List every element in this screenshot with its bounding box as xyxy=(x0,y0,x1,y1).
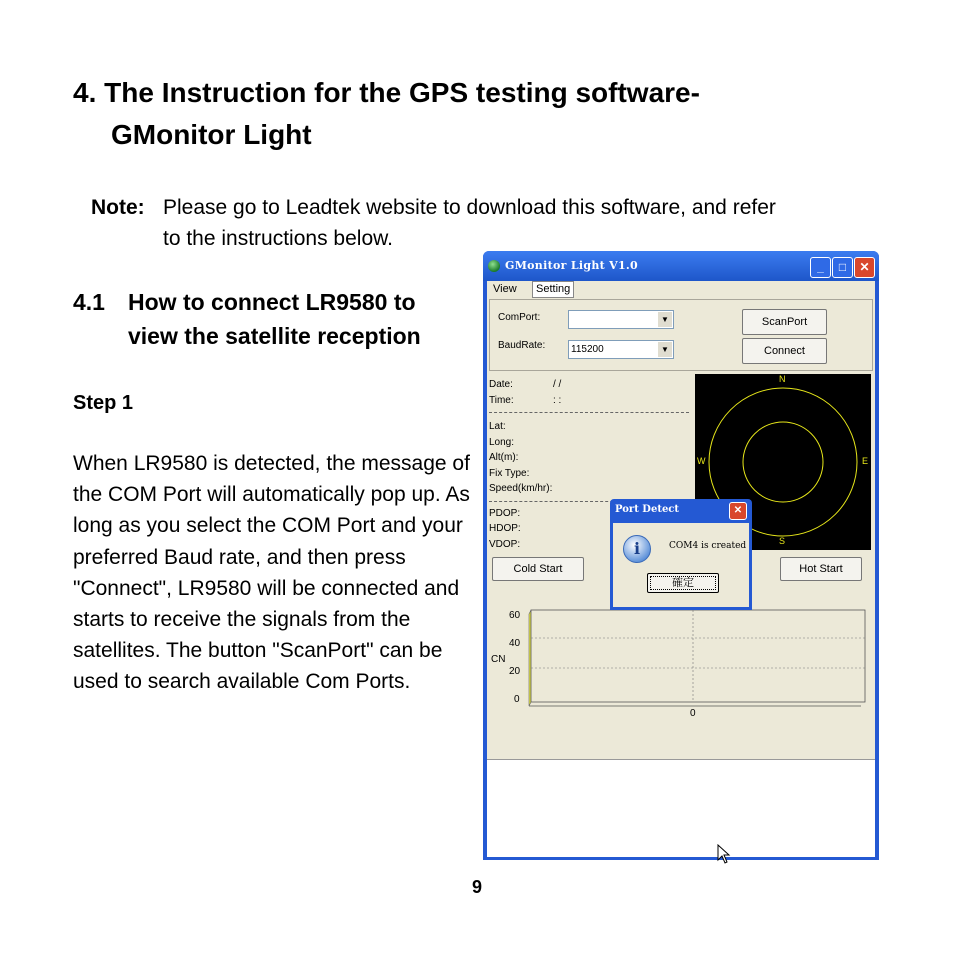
dialog-title: Port Detect xyxy=(615,504,680,515)
dropdown-arrow-icon[interactable]: ▼ xyxy=(658,312,672,327)
date-value: / / xyxy=(553,379,562,390)
alt-label: Alt(m): xyxy=(489,452,519,463)
section-line-1: How to connect LR9580 to xyxy=(128,289,416,315)
page-heading xyxy=(73,72,700,156)
output-area xyxy=(487,759,875,857)
port-detect-dialog xyxy=(610,499,752,610)
close-icon[interactable]: ✕ xyxy=(854,257,875,278)
comport-select[interactable] xyxy=(568,310,674,329)
globe-icon xyxy=(488,260,500,272)
scanport-button[interactable]: ScanPort xyxy=(742,309,827,335)
xtick-0: 0 xyxy=(690,708,696,719)
compass-s: S xyxy=(779,536,786,546)
lat-label: Lat: xyxy=(489,421,506,432)
gmonitor-window xyxy=(483,251,879,860)
section-number: 4.1 xyxy=(73,289,105,315)
compass-e: E xyxy=(862,456,869,466)
connect-button[interactable]: Connect xyxy=(742,338,827,364)
dialog-body xyxy=(613,523,749,607)
note-line-1: Please go to Leadtek website to download this software, and refer xyxy=(163,196,776,219)
ytick-60: 60 xyxy=(509,610,521,621)
info-icon: i xyxy=(623,535,651,563)
note-block xyxy=(91,192,776,254)
comport-label: ComPort: xyxy=(498,312,541,323)
heading-line-1: 4. The Instruction for the GPS testing software- xyxy=(73,77,700,108)
ytick-0: 0 xyxy=(514,694,520,705)
compass-w: W xyxy=(697,456,706,466)
section-heading xyxy=(73,285,421,353)
dropdown-arrow-icon[interactable]: ▼ xyxy=(658,342,672,357)
dialog-close-icon[interactable]: ✕ xyxy=(729,502,747,520)
title-bar xyxy=(483,251,879,281)
window-title: GMonitor Light V1.0 xyxy=(505,259,639,272)
baudrate-select[interactable] xyxy=(568,340,674,359)
date-label: Date: xyxy=(489,379,513,390)
note-label: Note: xyxy=(91,196,145,219)
body-paragraph: When LR9580 is detected, the message of the COM Port will automatically pop up. As long as you select the COM Port and your preferred Baud rate, and then press "Connect", LR9580 will be connected and starts to receive the signals from the satellites. The button "ScanPort" can be used to search available Com Ports. xyxy=(73,452,470,694)
ok-button[interactable]: 確定 xyxy=(647,573,719,593)
maximize-icon[interactable]: □ xyxy=(832,257,853,278)
chart-ylabel: CN xyxy=(491,654,506,665)
hot-start-button[interactable]: Hot Start xyxy=(780,557,862,581)
baudrate-value: 115200 xyxy=(571,344,604,355)
hdop-label: HDOP: xyxy=(489,523,521,534)
divider xyxy=(489,412,689,413)
time-value: : : xyxy=(553,394,562,406)
section-line-2: view the satellite reception xyxy=(128,323,421,349)
time-label: Time: xyxy=(489,394,514,406)
step-heading: Step 1 xyxy=(73,392,134,414)
page-number: 9 xyxy=(471,877,482,897)
ytick-20: 20 xyxy=(509,666,521,677)
cursor-icon xyxy=(717,844,731,866)
fix-type-label: Fix Type: xyxy=(489,467,530,479)
cold-start-button[interactable]: Cold Start xyxy=(492,557,584,581)
note-line-2: to the instructions below. xyxy=(163,227,393,250)
baudrate-label: BaudRate: xyxy=(498,340,546,351)
dialog-message: COM4 is created xyxy=(669,541,747,551)
tab-setting[interactable]: Setting xyxy=(532,281,574,298)
long-label: Long: xyxy=(489,436,515,448)
menu-view[interactable]: View xyxy=(493,283,517,295)
chart-plot xyxy=(521,608,871,708)
minimize-icon[interactable]: _ xyxy=(810,257,831,278)
compass-n: N xyxy=(779,374,786,384)
pdop-label: PDOP: xyxy=(489,507,521,519)
cn-chart xyxy=(491,608,869,726)
heading-line-2: GMonitor Light xyxy=(111,119,312,150)
speed-label: Speed(km/hr): xyxy=(489,483,553,494)
vdop-label: VDOP: xyxy=(489,538,521,550)
ytick-40: 40 xyxy=(509,638,521,649)
settings-panel xyxy=(489,299,873,371)
